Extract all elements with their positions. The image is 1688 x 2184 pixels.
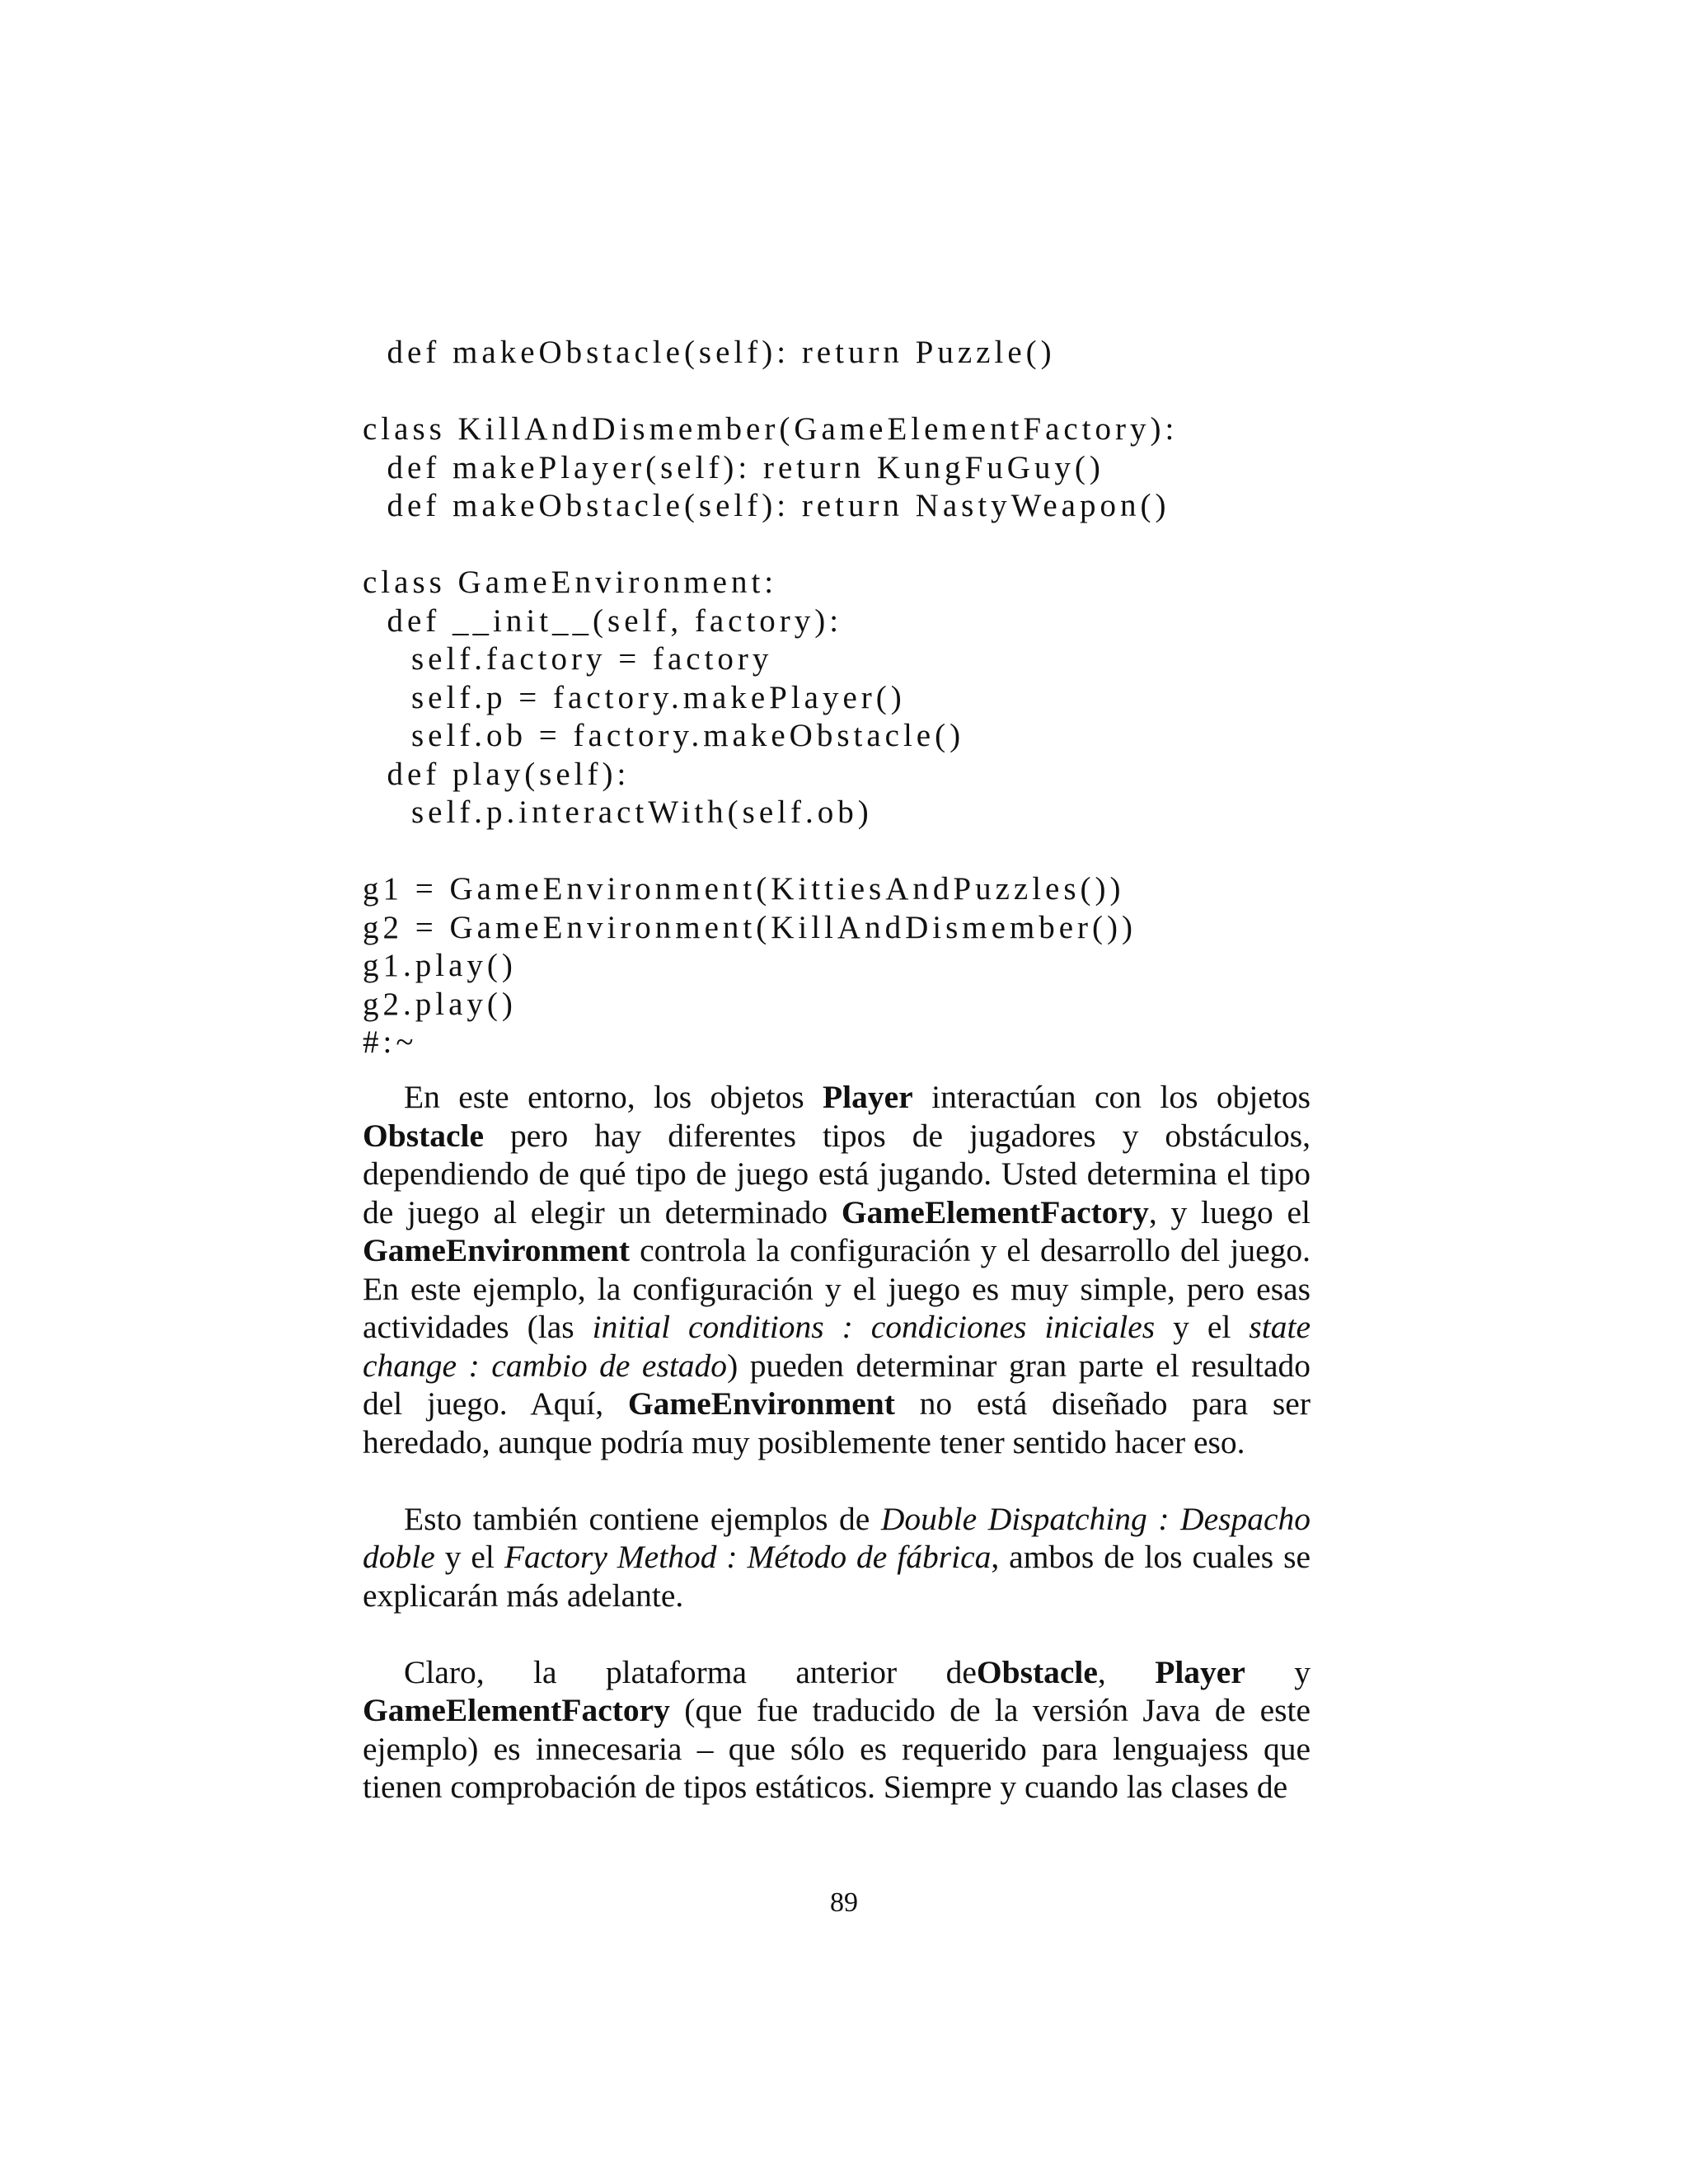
term-game-environment-2: GameEnvironment <box>627 1385 895 1422</box>
code-line: #:~ <box>363 1024 418 1060</box>
code-line: self.p.interactWith(self.ob) <box>363 794 873 830</box>
term-initial-conditions: initial conditions : condiciones iniciales <box>592 1309 1156 1345</box>
code-line: g2 = GameEnvironment(KillAndDismember()) <box>363 909 1137 945</box>
code-line: self.factory = factory <box>363 641 773 677</box>
code-line: def makePlayer(self): return KungFuGuy() <box>363 449 1104 485</box>
page-number: 89 <box>830 1887 858 1918</box>
code-line <box>363 526 1335 565</box>
term-game-element-factory: GameElementFactory <box>841 1193 1149 1230</box>
code-line: def play(self): <box>363 756 631 792</box>
code-listing <box>363 334 1335 1062</box>
code-line: class KillAndDismember(GameElementFactory): <box>363 411 1179 447</box>
term-obstacle-2: Obstacle <box>976 1653 1098 1690</box>
code-line: def makeObstacle(self): return Puzzle() <box>363 335 1056 370</box>
body-text <box>363 1078 1311 1844</box>
code-line: self.p = factory.makePlayer() <box>363 679 906 715</box>
code-line <box>363 373 1335 411</box>
code-line: class GameEnvironment: <box>363 565 778 600</box>
term-game-element-factory-2: GameElementFactory <box>363 1692 670 1728</box>
code-line: def __init__(self, factory): <box>363 602 843 639</box>
code-line: self.ob = factory.makeObstacle() <box>363 718 965 753</box>
paragraph-3: Claro, la plataforma anterior deObstacle, Player y GameElementFactory (que fue traducido de la versión Java de este ejemplo) es innecesaria – que sólo es requerido para lenguajess que tienen comprobación de tipos estáticos. Siempre y cuando las clases de <box>363 1653 1311 1805</box>
term-state-change: state change : cambio de estado <box>363 1309 1311 1384</box>
term-game-environment: GameEnvironment <box>363 1232 631 1268</box>
term-player-2: Player <box>1155 1653 1245 1690</box>
paragraph-1: En este entorno, los objetos Player interactúan con los objetos Obstacle pero hay diferentes tipos de jugadores y obstáculos, dependiendo de qué tipo de juego está jugando. Usted determina el tipo de juego al elegir un determinado GameElementFactory, y luego el GameEnvironment controla la configuración y el desarrollo del juego. En este ejemplo, la configuración y el juego es muy simple, pero esas actividades (las initial conditions : condiciones iniciales y el state change : cambio de estado) pueden determinar gran parte el resultado del juego. Aquí, GameEnvironment no está diseñado para ser heredado, aunque podría muy posiblemente tener sentido hacer eso. <box>363 1079 1311 1460</box>
paragraph-2: Esto también contiene ejemplos de Double Dispatching : Despacho doble y el Factory Method : Método de fábrica, ambos de los cuales se explicarán más adelante. <box>363 1500 1311 1614</box>
code-line: g2.play() <box>363 986 517 1022</box>
term-double-dispatching: Double Dispatching : Despacho doble <box>363 1500 1311 1575</box>
term-obstacle: Obstacle <box>363 1117 485 1154</box>
code-line: g1 = GameEnvironment(KittiesAndPuzzles()) <box>363 871 1125 907</box>
term-player: Player <box>823 1079 913 1115</box>
code-line: def makeObstacle(self): return NastyWeapon() <box>363 488 1170 523</box>
term-factory-method: Factory Method : Método de fábrica <box>504 1539 992 1575</box>
code-line <box>363 832 1335 871</box>
code-line: g1.play() <box>363 948 517 983</box>
